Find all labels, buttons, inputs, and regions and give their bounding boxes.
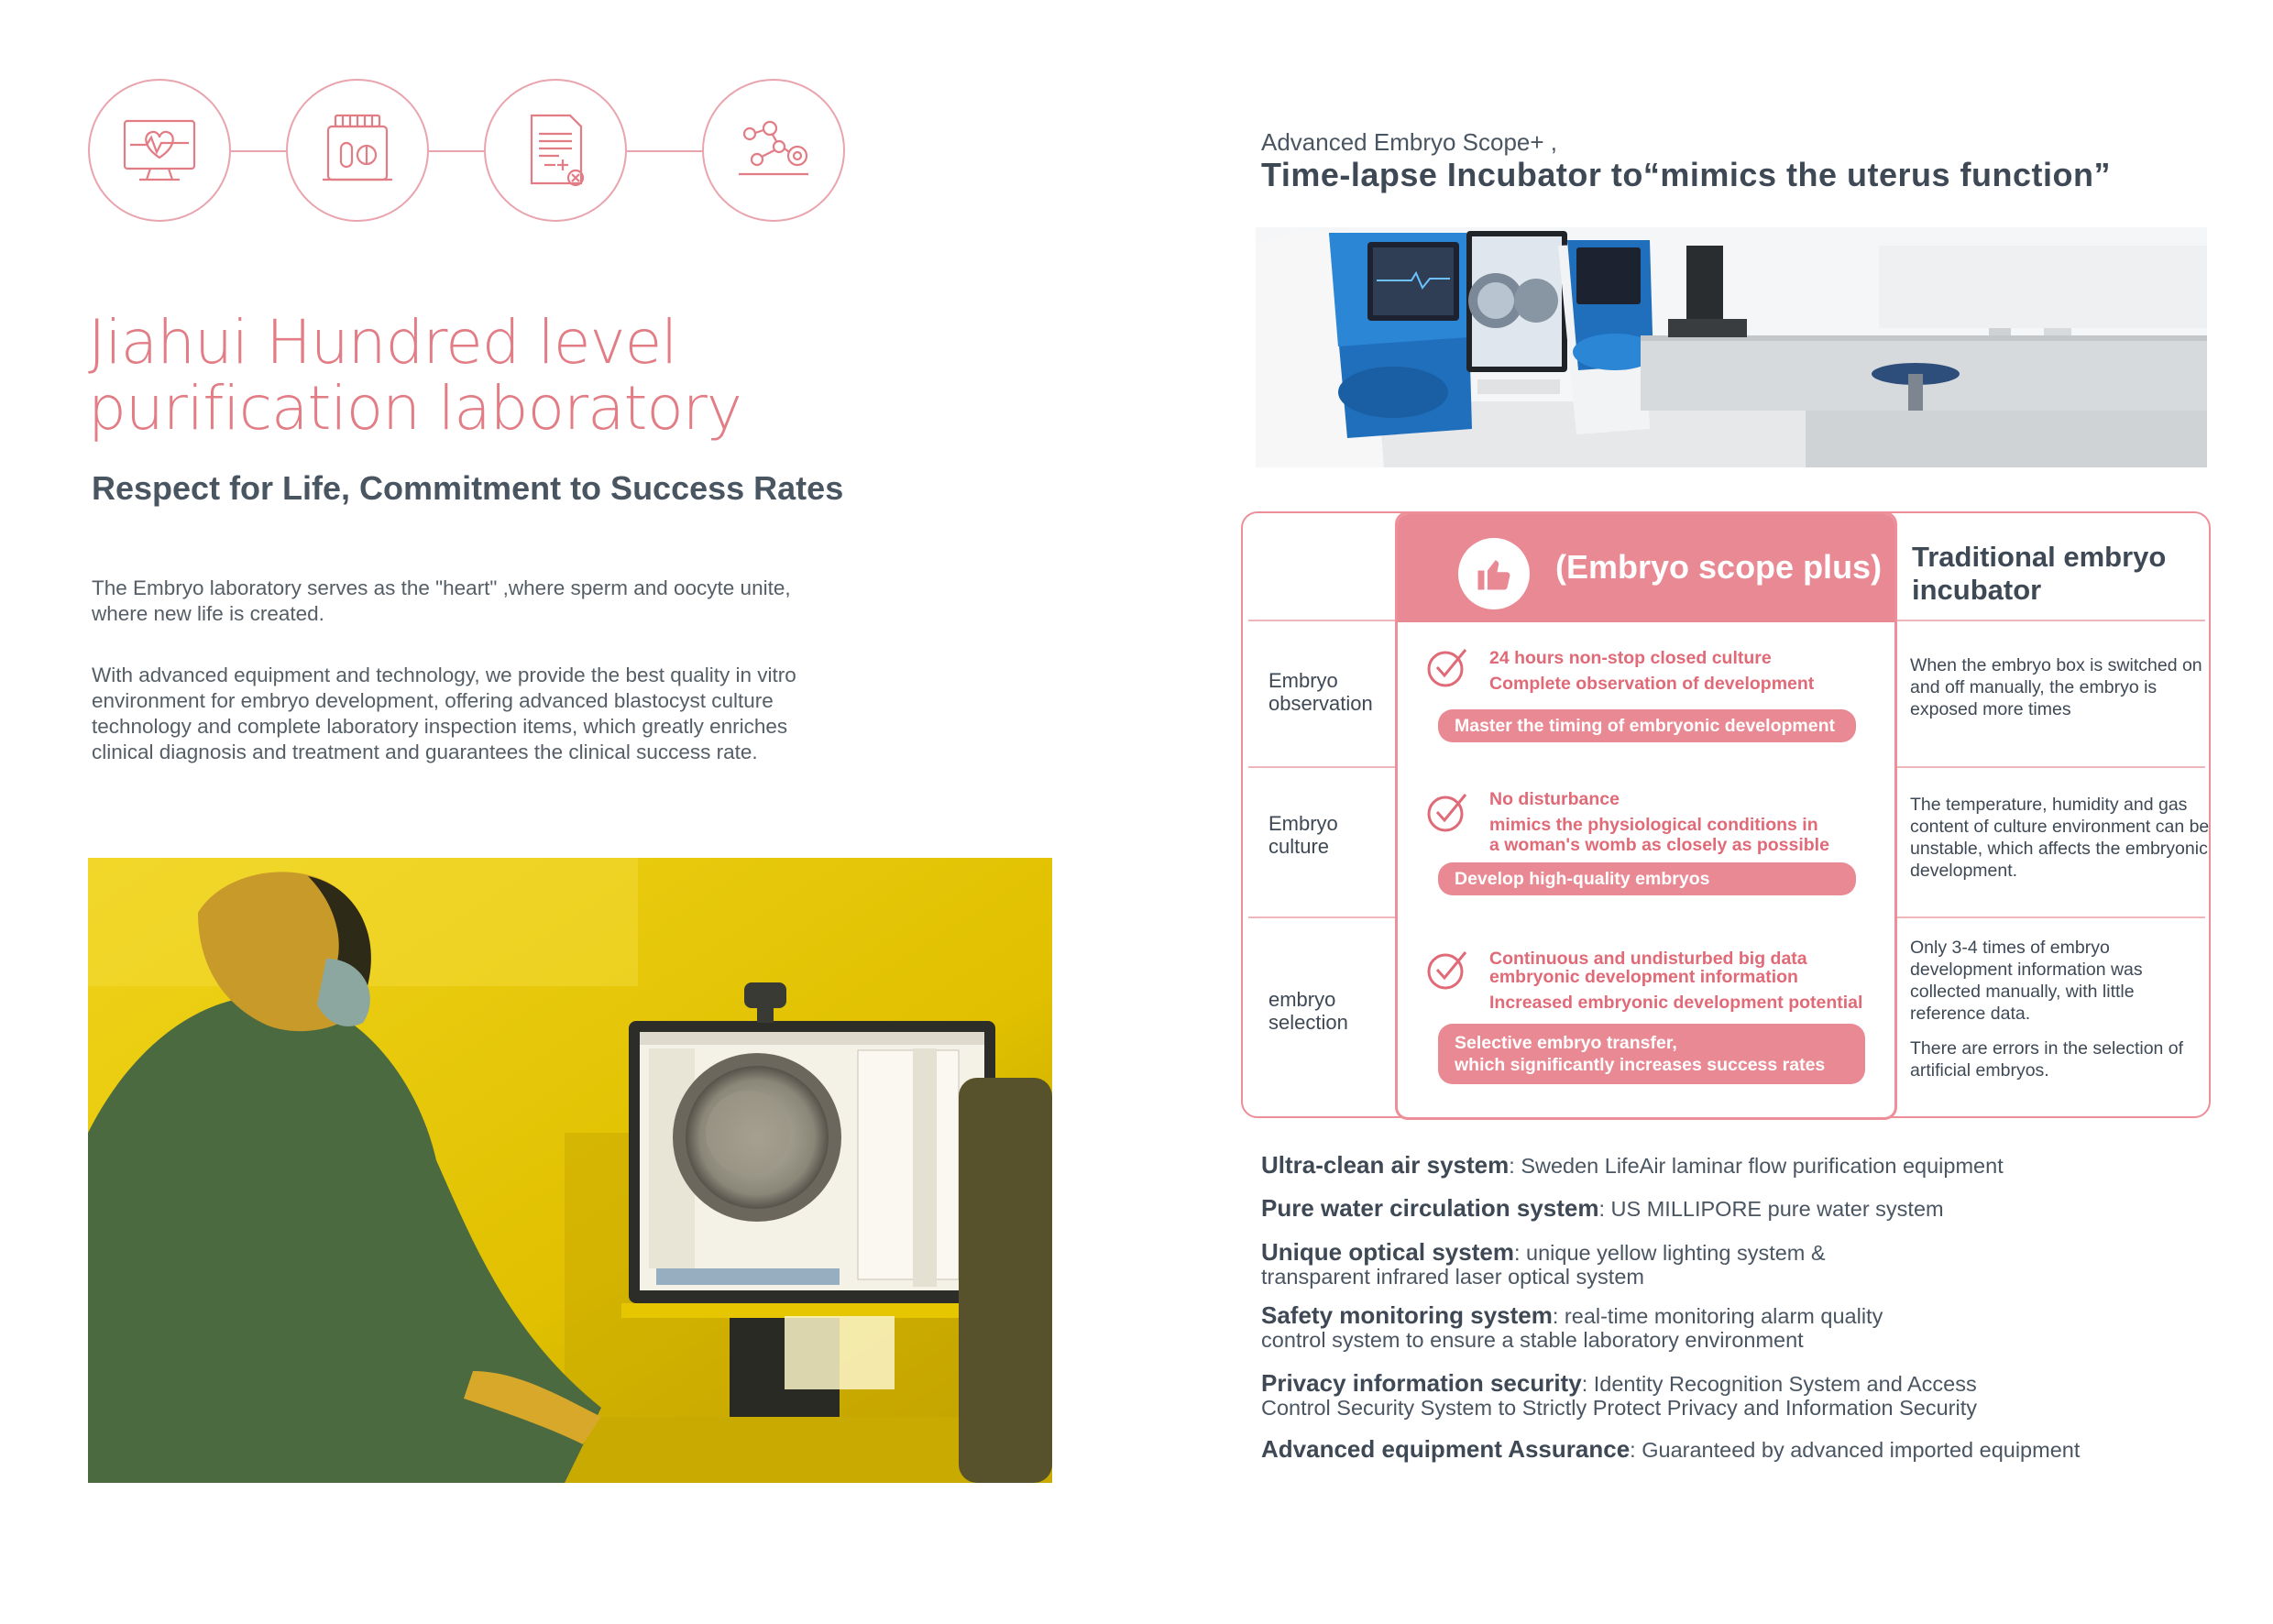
paragraph-line: With advanced equipment and technology, we provide the best quality in vitro	[92, 664, 796, 686]
highlight-text: embryonic development information	[1489, 967, 1798, 987]
feature-detail-line: control system to ensure a stable laboratory environment	[1261, 1328, 1804, 1352]
benefit-pill	[1438, 709, 1856, 742]
section-kicker: Advanced Embryo Scope+ ,	[1261, 128, 1558, 156]
icon-connector	[231, 150, 286, 152]
check-icon	[1425, 947, 1471, 993]
row-label-observation: Embryo observation	[1268, 669, 1373, 715]
feature-separator: :	[1513, 1241, 1527, 1265]
lab-technician-photo	[88, 858, 1052, 1483]
icon-connector	[627, 150, 702, 152]
medicine-icon	[286, 79, 429, 222]
feature-detail: unique yellow lighting system &	[1526, 1241, 1826, 1265]
feature-separator: :	[1581, 1372, 1594, 1396]
row-label-culture: Embryo culture	[1268, 812, 1338, 858]
traditional-selection-text-2: There are errors in the selection of artificial embryos.	[1910, 1038, 2184, 1081]
lab-title-line: purification laboratory	[88, 373, 741, 444]
highlight-text: Complete observation of development	[1489, 674, 1815, 694]
highlight-text: Continuous and undisturbed big data	[1489, 949, 1807, 969]
traditional-observation-text: When the embryo box is switched on and off manually, the embryo is exposed more times	[1910, 655, 2202, 719]
feature-detail: Sweden LifeAir laminar flow purification equipment	[1521, 1154, 2004, 1178]
pill-text: Develop high-quality embryos	[1455, 869, 1710, 889]
pill-text: Selective embryo transfer,	[1455, 1033, 1677, 1053]
comparison-table	[1241, 511, 2211, 1118]
feature-name: Privacy information security	[1261, 1369, 1582, 1397]
traditional-selection-text: Only 3-4 times of embryo development information was collected manually, with little reference data.	[1910, 938, 2143, 1024]
benefit-pill	[1438, 1024, 1865, 1084]
embryo-scope-title: (Embryo scope plus)	[1555, 548, 1883, 586]
highlight-text: No disturbance	[1489, 789, 1620, 809]
traditional-header: Traditional embryo incubator	[1912, 541, 2167, 606]
highlight-text: mimics the physiological conditions in	[1489, 815, 1818, 835]
embryo-scope-header	[1398, 514, 1894, 622]
paragraph-line: The Embryo laboratory serves as the "heart" ,where sperm and oocyte unite,	[92, 576, 791, 599]
paragraph-line: technology and complete laboratory inspection items, which greatly enriches	[92, 715, 788, 738]
feature-separator: :	[1509, 1154, 1521, 1178]
feature-name: Unique optical system	[1261, 1238, 1514, 1266]
feature-detail-line: Control Security System to Strictly Protect Privacy and Information Security	[1261, 1396, 1977, 1420]
benefit-pill	[1438, 862, 1856, 895]
paragraph-line: where new life is created.	[92, 602, 324, 625]
paragraph-line: clinical diagnosis and treatment and guarantees the clinical success rate.	[92, 741, 758, 763]
embryo-scope-column	[1395, 511, 1897, 1120]
feature-separator: :	[1630, 1438, 1642, 1462]
highlight-text: 24 hours non-stop closed culture	[1489, 648, 1772, 668]
feature-detail: US MILLIPORE pure water system	[1610, 1197, 1944, 1221]
feature-name: Safety monitoring system	[1261, 1301, 1553, 1329]
feature-name: Ultra-clean air system	[1261, 1151, 1510, 1179]
thumbs-up-icon	[1458, 538, 1530, 609]
description-paragraph	[92, 663, 898, 765]
feature-item	[1261, 1371, 1977, 1397]
prescription-icon	[484, 79, 627, 222]
feature-detail: Guaranteed by advanced imported equipment	[1642, 1438, 2081, 1462]
feature-detail: Identity Recognition System and Access	[1593, 1372, 1977, 1396]
feature-item	[1261, 1240, 1826, 1266]
feature-separator: :	[1552, 1304, 1565, 1328]
section-heading: Time-lapse Incubator to“mimics the uterus function”	[1261, 156, 2111, 193]
lab-subtitle: Respect for Life, Commitment to Success Rates	[92, 469, 844, 507]
paragraph-line: environment for embryo development, offering advanced blastocyst culture	[92, 689, 774, 712]
feature-item	[1261, 1196, 1944, 1222]
icon-row	[88, 79, 849, 225]
traditional-culture-text: The temperature, humidity and gas content of culture environment can be unstable, which affects the embryonic development.	[1910, 795, 2210, 881]
highlight-text: a woman's womb as closely as possible	[1489, 835, 1829, 855]
feature-detail: real-time monitoring alarm quality	[1564, 1304, 1883, 1328]
icon-connector	[429, 150, 484, 152]
feature-detail-line: transparent infrared laser optical system	[1261, 1265, 1644, 1289]
check-icon	[1425, 644, 1471, 690]
pill-text: which significantly increases success rates	[1455, 1055, 1826, 1075]
feature-separator: :	[1598, 1197, 1611, 1221]
highlight-text: Increased embryonic development potential	[1489, 993, 1863, 1013]
lab-title	[88, 307, 913, 444]
feature-item	[1261, 1153, 2004, 1179]
feature-item	[1261, 1437, 2080, 1463]
row-label-selection: embryo selection	[1268, 988, 1348, 1034]
feature-item	[1261, 1303, 1883, 1329]
heart-monitor-icon	[88, 79, 231, 222]
incubator-lab-photo	[1256, 227, 2207, 467]
feature-name: Pure water circulation system	[1261, 1194, 1599, 1222]
lab-title-line: Jiahui Hundred level	[88, 307, 677, 378]
feature-name: Advanced equipment Assurance	[1261, 1435, 1631, 1463]
intro-paragraph	[92, 576, 898, 627]
check-icon	[1425, 789, 1471, 835]
pill-text: Master the timing of embryonic development	[1455, 716, 1835, 736]
molecule-icon	[702, 79, 845, 222]
